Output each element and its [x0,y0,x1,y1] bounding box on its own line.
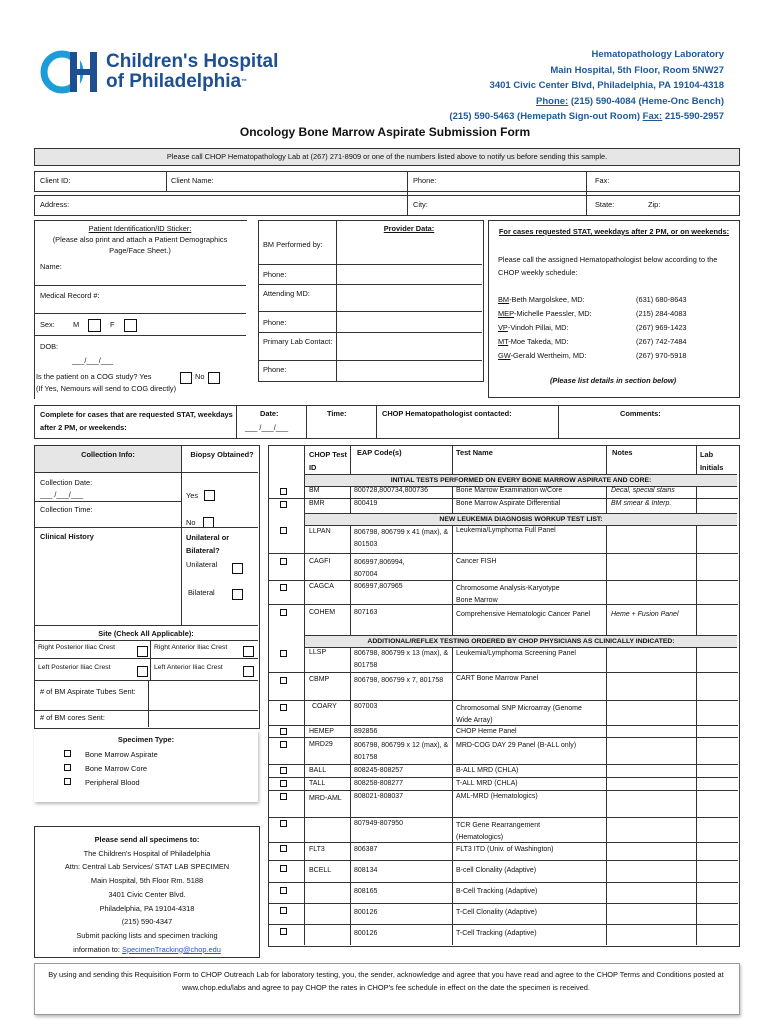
biopsy-no-label: No [186,518,196,527]
doctor-vp: VP-Vindoh Pillai, MD: (267) 969-1423 [498,323,687,332]
raic-label: Right Anterior Iliac Crest [154,644,228,651]
stat-doctors [498,293,734,363]
specimen-bma[interactable]: Bone Marrow Aspirate [64,748,158,762]
test-bcell-tracking-checkbox[interactable] [280,887,287,894]
chop-logo-mark-icon [40,48,110,96]
attending-label: Attending MD: [263,289,310,298]
test-cohem-checkbox[interactable] [280,609,287,616]
test-cbmp-checkbox[interactable] [280,677,287,684]
client-id-label: Client ID: [40,176,71,185]
provider-title: Provider Data: [383,224,435,233]
stat-date-label: Date: [260,409,279,418]
unilateral-checkbox[interactable] [232,560,243,578]
send-line6: (215) 590-4347 [121,917,173,927]
stat-complete-label: Complete for cases that are requested STAT, weekdays after 2 PM, or weekends: [40,410,233,432]
header-notes: Notes [612,448,633,457]
client-row1 [34,171,740,192]
test-coary-checkbox[interactable] [280,704,287,711]
bilateral-label: Bilateral [188,588,215,597]
bilateral-checkbox[interactable] [232,586,243,604]
logo-line1: Children's Hospital [106,51,279,72]
patient-subtitle: (Please also print and attach a Patient Demographics Page/Face Sheet.) [52,235,228,255]
collection-time-label: Collection Time: [40,505,93,514]
test-llpan-checkbox[interactable] [280,527,287,534]
specimen-type-list [64,748,158,790]
specimen-email-link[interactable]: SpecimenTracking@chop.edu [122,944,221,954]
laic-label: Left Anterior Iliac Crest [154,664,223,671]
patient-dob-label: DOB: [40,342,59,351]
uni-bi-label: Unilateral or Bilateral? [186,533,230,555]
site-title: Site (Check All Applicable): [98,629,194,638]
specimen-pb[interactable]: Peripheral Blood [64,776,158,790]
header-test-name: Test Name [456,448,493,457]
biopsy-yes-label: Yes [186,491,199,500]
lab-header [449,47,724,125]
header-lab-initials: Lab Initials [700,450,724,472]
phone-label: Phone: [536,95,569,107]
lpic-label: Left Posterior Iliac Crest [38,664,111,671]
send-line7: Submit packing lists and specimen tracking [76,930,218,940]
test-cagca-checkbox[interactable] [280,584,287,591]
specimen-title: Specimen Type: [117,735,175,744]
specimen-bmc[interactable]: Bone Marrow Core [64,762,158,776]
form-title: Oncology Bone Marrow Aspirate Submission Form [239,125,531,139]
send-line4: 3401 Civic Center Blvd. [108,889,186,899]
client-name-label: Client Name: [171,176,214,185]
lab-name: Hematopathology Laboratory [591,49,724,60]
footer-terms: By using and sending this Requisition Form to CHOP Outreach Lab for laboratory testing, you, the sender, acknowledge and agree that you have read and agree to the CHOP Terms and Conditions posted at www.chop.edu/labs and agree to pay CHOP the rates in CHOP's fee schedule in effect on the date the specimen is received. [48,970,724,992]
rpic-label: Right Posterior Iliac Crest [38,644,116,651]
sex-m-checkbox[interactable] [88,317,101,335]
test-tcell-clonality-checkbox[interactable] [280,907,287,914]
test-mrdaml-checkbox[interactable] [280,793,287,800]
collection-date-label: Collection Date: [40,478,93,487]
lab-address1: Main Hospital, 5th Floor, Room 5NW27 [550,64,724,76]
lab-phone: (215) 590-4084 (Heme-Onc Bench) [568,95,724,107]
patient-name-label: Name: [40,262,62,271]
test-llsp-checkbox[interactable] [280,650,287,657]
chop-logo [40,48,290,98]
unilateral-label: Unilateral [186,560,218,569]
bm-performed-label: BM Performed by: [263,240,323,249]
client-state-label: State: [595,200,615,209]
send-title: Please send all specimens to: [94,835,200,844]
send-line1: The Children's Hospital of Philadelphia [83,848,211,858]
notice-bar: Please call CHOP Hematopathology Lab at (267) 271-8909 or one of the numbers listed above to notify us before sending this sample. [34,148,740,166]
send-line5: Philadelphia, PA 19104-4318 [99,903,195,913]
send-line2: Attn: Central Lab Services/ STAT LAB SPECIMEN [64,862,230,872]
stat-date-blank: ___ /___/___ [245,423,289,432]
provider-phone3-label: Phone: [263,365,287,374]
doctor-bm: BM-Beth Margolskee, MD: (631) 680-8643 [498,295,687,304]
header-eap: EAP Code(s) [357,448,402,457]
stat-title: For cases requested STAT, weekdays after 2 PM, or on weekends: [498,227,730,236]
patient-sex-label: Sex: [40,320,55,329]
test-flt3-checkbox[interactable] [280,845,287,852]
client-address-label: Address: [40,200,70,209]
test-tcr-checkbox[interactable] [280,820,287,827]
cog-question: Is the patient on a COG study? Yes [36,372,152,381]
cores-label: # of BM cores Sent: [40,713,105,722]
test-bm-checkbox[interactable] [280,488,287,495]
client-city-label: City: [413,200,428,209]
stat-instructions: Please call the assigned Hematopathologist below according to the CHOP weekly schedule: [498,255,718,277]
biopsy-yes-checkbox[interactable] [204,487,215,505]
provider-phone-label: Phone: [263,270,287,279]
cog-no-checkbox[interactable] [208,369,220,387]
header-chop-id: CHOP Test ID [309,450,347,472]
logo-line2: of Philadelphia [106,71,242,92]
cog-no-label: No [195,372,205,381]
client-phone-label: Phone: [413,176,437,185]
biopsy-no-checkbox[interactable] [203,514,214,532]
lpic-checkbox[interactable] [137,663,148,681]
stat-time-label: Time: [327,409,347,418]
sex-m-label: M [73,320,80,329]
lab-address2: 3401 Civic Center Blvd, Philadelphia, PA 19104-4318 [489,80,724,91]
section-new-leukemia: NEW LEUKEMIA DIAGNOSIS WORKUP TEST LIST: [305,513,737,526]
sex-f-checkbox[interactable] [124,317,137,335]
lab-phone2: (215) 590-5463 (Hemepath Sign-out Room) [449,111,643,122]
test-mrd29-checkbox[interactable] [280,741,287,748]
laic-checkbox[interactable] [243,663,254,681]
test-hemep-checkbox[interactable] [280,728,287,735]
doctor-mep: MEP-Michelle Paessler, MD: (215) 284-4083 [498,309,687,318]
tubes-label: # of BM Aspirate Tubes Sent: [40,687,136,696]
send-info: information to: [73,944,123,954]
patient-title: Patient Identification/ID Sticker: [88,224,192,233]
client-zip-label: Zip: [648,200,661,209]
provider-phone2-label: Phone: [263,318,287,327]
primary-contact-label: Primary Lab Contact: [263,337,333,346]
test-cagfi-checkbox[interactable] [280,558,287,565]
logo-tm: ™ [241,79,248,85]
clinical-history-label: Clinical History [40,532,94,541]
test-tcell-tracking-checkbox[interactable] [280,928,287,935]
collection-info-title: Collection Info: [81,450,135,459]
fax-label: Fax: [642,111,663,122]
cog-note: (If Yes, Nemours will send to COG directly) [36,384,177,393]
stat-note: (Please list details in section below) [549,376,677,385]
patient-mrn-label: Medical Record #: [40,291,100,300]
stat-comments-label: Comments: [620,409,661,418]
test-bcell-checkbox[interactable] [280,865,287,872]
client-fax-label: Fax: [595,176,610,185]
collection-date-blank: ___ /___/___ [40,490,84,499]
sex-f-label: F [110,320,115,329]
client-row2 [34,195,740,216]
lab-fax: 215-590-2957 [662,111,724,122]
test-ball-checkbox[interactable] [280,767,287,774]
biopsy-title: Biopsy Obtained? [190,450,254,459]
send-line3: Main Hospital, 5th Floor Rm. 5188 [90,876,204,886]
section-initial: INITIAL TESTS PERFORMED ON EVERY BONE MARROW ASPIRATE AND CORE: [305,474,737,487]
dob-blank: ___/___/___ [72,356,114,365]
section-additional: ADDITIONAL/REFLEX TESTING ORDERED BY CHOP PHYSICIANS AS CLINICALLY INDICATED: [305,635,737,648]
cog-yes-checkbox[interactable] [180,369,192,387]
doctor-mt: MT-Moe Takeda, MD: (267) 742-7484 [498,337,687,346]
doctor-gw: GW-Gerald Wertheim, MD: (267) 970-5918 [498,351,687,360]
test-tall-checkbox[interactable] [280,780,287,787]
test-bmr-checkbox[interactable] [280,501,287,508]
stat-contacted-label: CHOP Hematopathologist contacted: [382,409,512,418]
